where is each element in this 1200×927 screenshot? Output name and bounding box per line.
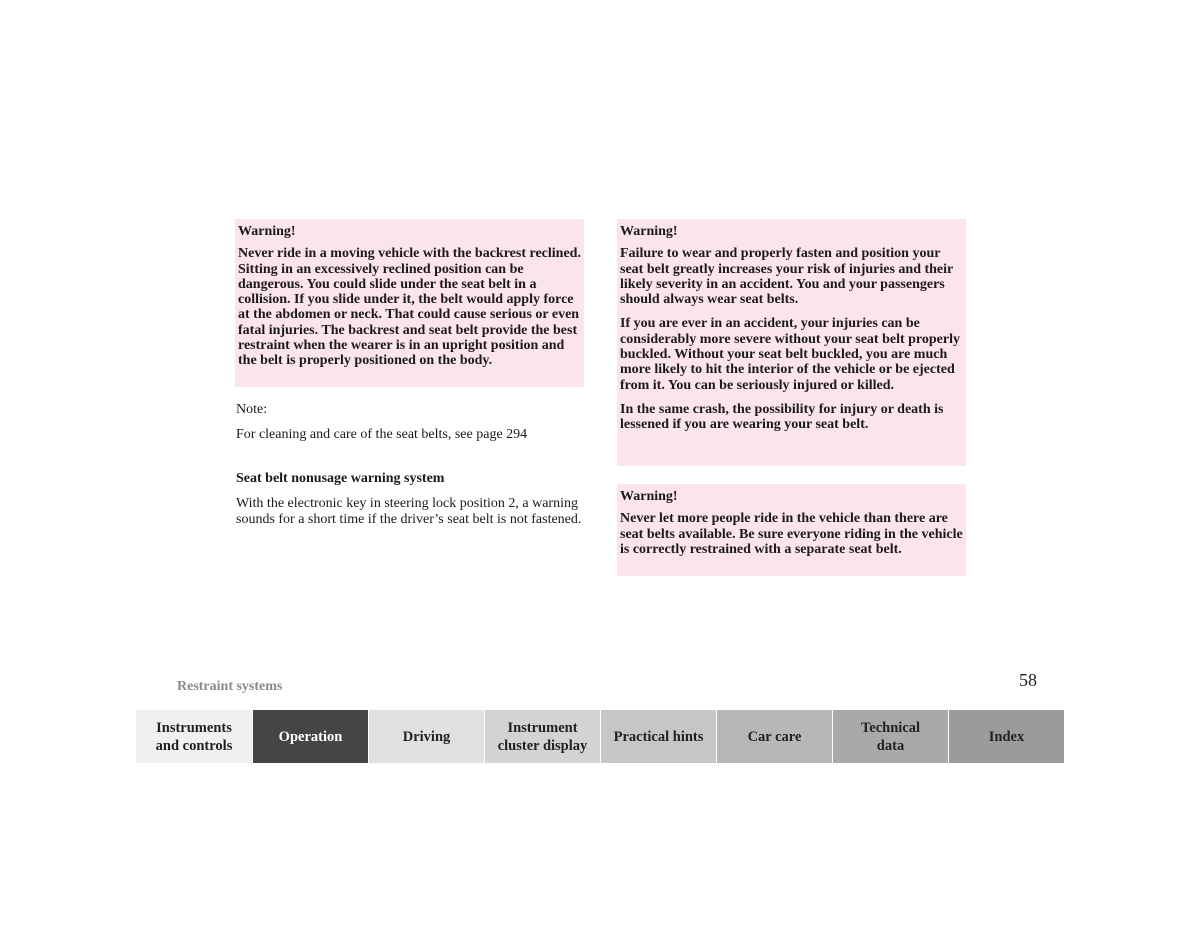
warning-title: Warning! [620, 224, 678, 239]
chapter-nav [136, 710, 1065, 763]
nav-tab-instruments-and-controls[interactable]: Instruments and controls [136, 710, 252, 763]
warning-title: Warning! [620, 489, 678, 504]
nav-tab-instrument-cluster-display[interactable]: Instrument cluster display [484, 710, 600, 763]
page-number: 58 [1019, 670, 1037, 690]
warning-paragraph: If you are ever in an accident, your injuries can be considerably more severe without your seat belt properly buckled. Without your seat belt buckled, you are much more likely to hit the interior of the vehicle or be ejected from it. You can be seriously injured or killed. [620, 316, 960, 393]
note-block [236, 402, 586, 443]
section-name: Restraint systems [177, 679, 283, 694]
nav-tab-index[interactable]: Index [948, 710, 1064, 763]
warning-paragraph: In the same crash, the possibility for injury or death is lessened if you are wearing your seat belt. [620, 401, 944, 433]
nav-tab-operation[interactable]: Operation [252, 710, 368, 763]
nav-tab-technical-data[interactable]: Technical data [832, 710, 948, 763]
section-text: With the electronic key in steering lock position 2, a warning sounds for a short time if the driver’s seat belt is not fastened. [236, 495, 582, 527]
warning-title: Warning! [238, 224, 296, 239]
nav-tab-practical-hints[interactable]: Practical hints [600, 710, 716, 763]
warning-text: Never let more people ride in the vehicle than there are seat belts available. Be sure everyone riding in the vehicle is correctly restrained with a separate seat belt. [620, 511, 963, 557]
warning-paragraph: Failure to wear and properly fasten and position your seat belt greatly increases your risk of injuries and their likely severity in an accident. You and your passengers should always wear seat belts. [620, 246, 953, 308]
warning-text: Never ride in a moving vehicle with the backrest reclined. Sitting in an excessively reclined position can be dangerous. You could slide under the seat belt in a collision. If you slide under it, the belt would apply force at the abdomen or neck. That could cause serious or even fatal injuries. The backrest and seat belt provide the best restraint when the wearer is in an upright position and the belt is properly positioned on the body. [238, 246, 581, 369]
section-heading: Seat belt nonusage warning system [236, 471, 445, 486]
nonusage-warning-section [236, 471, 586, 529]
note-text: For cleaning and care of the seat belts, see page 294 [236, 426, 528, 442]
warning-box-occupancy [617, 484, 966, 576]
warning-box-seat-belt [617, 219, 966, 466]
nav-tab-car-care[interactable]: Car care [716, 710, 832, 763]
warning-box-backrest [235, 219, 584, 387]
note-label: Note: [236, 402, 268, 417]
nav-tab-driving[interactable]: Driving [368, 710, 484, 763]
